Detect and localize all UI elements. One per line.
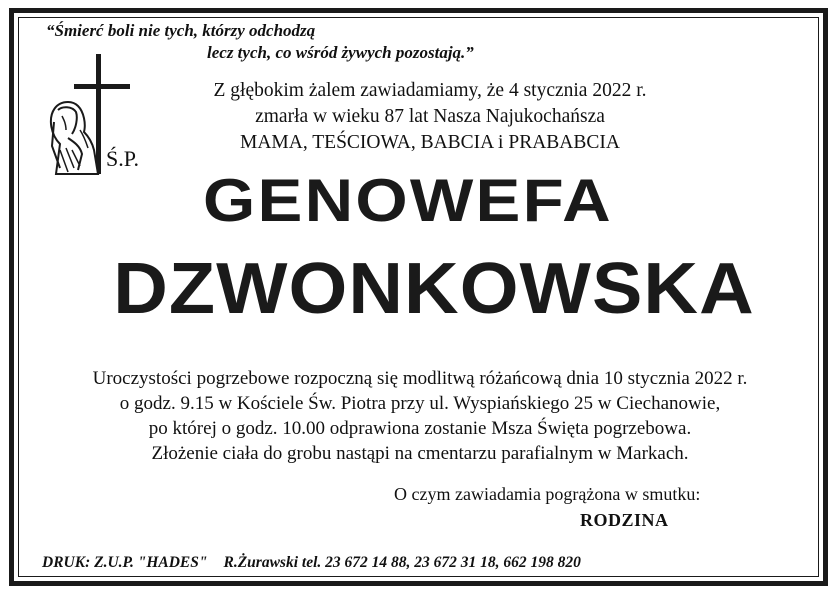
quote-line-1: “Śmierć boli nie tych, którzy odchodzą	[46, 21, 316, 40]
announcement-line-1: Z głębokim żalem zawiadamiamy, że 4 stycznia 2022 r.	[213, 80, 647, 101]
announcement-line-2: zmarła w wieku 87 lat Nasza Najukochańsza	[255, 106, 605, 127]
deceased-first-name: GENOWEFA	[203, 167, 613, 234]
printer-contact: R.Żurawski tel. 23 672 14 88, 23 672 31 18, 662 198 820	[223, 554, 581, 571]
ceremony-line-4: Złożenie ciała do grobu nastąpi na cmentarzu parafialnym w Markach.	[151, 443, 689, 464]
closing-note: O czym zawiadamia pogrążona w smutku:	[394, 484, 701, 504]
ceremony-line-1: Uroczystości pogrzebowe rozpoczną się modlitwą różańcową dnia 10 stycznia 2022 r.	[92, 368, 748, 389]
family-signature: RODZINA	[580, 510, 669, 530]
printer-name: DRUK: Z.U.P. "HADES"	[42, 554, 208, 571]
announcement-line-3: MAMA, TEŚCIOWA, BABCIA i PRABABCIA	[240, 132, 620, 153]
deceased-last-name: DZWONKOWSKA	[113, 249, 755, 329]
ceremony-line-2: o godz. 9.15 w Kościele Św. Piotra przy ul. Wyspiańskiego 25 w Ciechanowie,	[119, 393, 721, 414]
announcement-block	[170, 78, 690, 156]
ceremony-line-3: po której o godz. 10.00 odprawiona zostanie Msza Święta pogrzebowa.	[148, 418, 692, 439]
printer-footer	[42, 554, 581, 572]
quote-line-2: lecz tych, co wśród żywych pozostają.”	[207, 43, 474, 62]
ceremony-block	[40, 366, 800, 466]
sp-abbreviation: Ś.P.	[106, 146, 140, 171]
